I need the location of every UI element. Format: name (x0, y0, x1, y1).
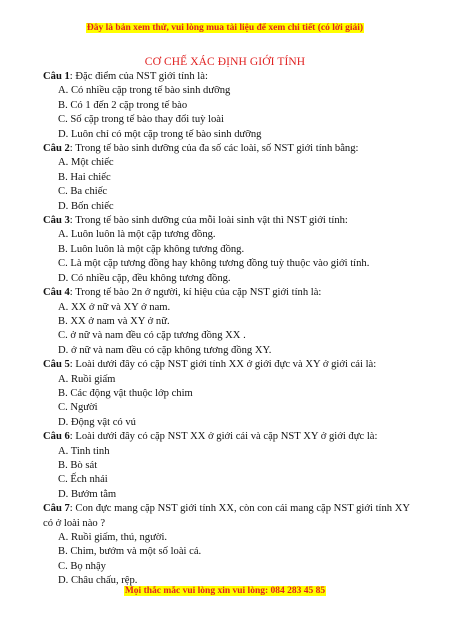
question-4-label: Câu 4 (43, 287, 70, 299)
question-4-option-a: A. XX ở nữ và XY ở nam. (58, 301, 171, 313)
question-5-text: : Loài dưới đây có cặp NST giới tính XX ở giới đực và XY ở giới cái là: (69, 359, 377, 371)
question-2-option-d: D. Bốn chiếc (58, 200, 114, 212)
question-4-option-b: B. XX ở nam và XY ở nữ. (58, 315, 170, 327)
question-6-option-a: A. Tinh tinh (58, 445, 110, 457)
question-5-label: Câu 5 (43, 359, 70, 371)
question-2-text: : Trong tế bào sinh dưỡng của đa số các loài, số NST giới tính bằng: (69, 143, 359, 155)
question-4 (43, 286, 413, 300)
question-3-option-d: D. Có nhiều cặp, đều không tương đồng. (58, 272, 231, 284)
question-1-option-c: C. Số cặp trong tế bào thay đổi tuỳ loài (58, 114, 224, 126)
question-4-option-d: D. ở nữ và nam đều có cặp không tương đồng XY. (58, 344, 272, 356)
question-3-label: Câu 3 (43, 215, 70, 227)
question-2-option-c: C. Ba chiếc (58, 186, 108, 198)
question-7-option-c: C. Bọ nhậy (58, 560, 106, 572)
question-2-option-a: A. Một chiếc (58, 157, 114, 169)
question-1-option-a: A. Có nhiều cặp trong tế bào sinh dưỡng (58, 85, 231, 97)
question-7-text: : Con đực mang cặp NST giới tính XX, còn con cái mang cặp NST giới tính XY có ở loài nào ? (43, 503, 410, 529)
question-5-option-a: A. Ruồi giấm (58, 373, 116, 385)
question-5 (43, 358, 413, 372)
question-1 (43, 70, 413, 84)
contact-footer (0, 586, 450, 596)
question-5-option-c: C. Người (58, 402, 98, 414)
question-4-option-c: C. ở nữ và nam đều có cặp tương đồng XX . (58, 330, 246, 342)
question-7-option-d: D. Châu chấu, rệp. (58, 575, 138, 587)
question-3 (43, 214, 413, 228)
contact-footer-text: Mọi thắc mắc vui lòng xin vui lòng: 084 283 45 85 (124, 586, 326, 596)
question-1-option-b: B. Có 1 đến 2 cặp trong tế bào (58, 99, 188, 111)
question-1-text: : Đặc điểm của NST giới tính là: (69, 71, 208, 82)
question-5-option-b: B. Các động vật thuộc lớp chim (58, 387, 193, 399)
question-2-label: Câu 2 (43, 143, 70, 155)
question-6-label: Câu 6 (43, 431, 70, 443)
question-6-option-b: B. Bò sát (58, 459, 98, 471)
page-title: CƠ CHẾ XÁC ĐỊNH GIỚI TÍNH (144, 56, 306, 68)
question-list (43, 70, 413, 589)
question-1-option-d: D. Luôn chỉ có một cặp trong tế bào sinh dưỡng (58, 128, 262, 140)
question-3-text: : Trong tế bào sinh dưỡng của mỗi loài sinh vật thì NST giới tính: (69, 215, 348, 227)
question-6-option-c: C. Ếch nhái (58, 474, 108, 486)
question-2 (43, 142, 413, 156)
question-7 (43, 502, 413, 531)
question-4-text: : Trong tế bào 2n ở người, kí hiệu của cặp NST giới tính là: (69, 287, 322, 299)
question-2-option-b: B. Hai chiếc (58, 171, 111, 183)
question-6 (43, 430, 413, 444)
question-7-option-a: A. Ruồi giấm, thú, người. (58, 532, 168, 543)
preview-banner (0, 23, 450, 33)
question-5-option-d: D. Động vật có vú (58, 416, 136, 428)
question-1-label: Câu 1 (43, 71, 70, 82)
question-3-option-b: B. Luôn luôn là một cặp không tương đồng. (58, 243, 245, 255)
preview-banner-text: Đây là bản xem thử, vui lòng mua tài liệu để xem chi tiết (có lời giải) (86, 23, 364, 33)
question-7-option-b: B. Chim, bướm và một số loài cá. (58, 546, 202, 558)
question-6-text: : Loài dưới đây có cặp NST XX ở giới cái và cặp NST XY ở giới đực là: (69, 431, 378, 443)
question-6-option-d: D. Bướm tằm (58, 488, 117, 500)
question-7-label: Câu 7 (43, 503, 70, 515)
question-3-option-c: C. Là một cặp tương đồng hay không tương đồng tuỳ thuộc vào giới tính. (58, 258, 370, 270)
question-3-option-a: A. Luôn luôn là một cặp tương đồng. (58, 229, 216, 241)
